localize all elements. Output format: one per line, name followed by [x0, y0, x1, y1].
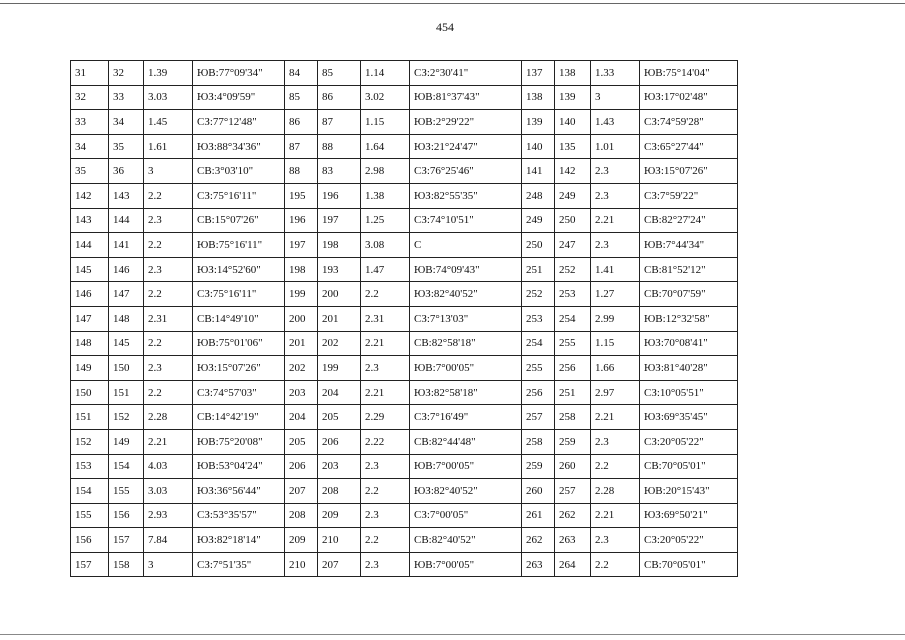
table-cell: 204: [318, 380, 361, 405]
table-cell: 203: [318, 454, 361, 479]
table-cell: 258: [522, 429, 555, 454]
table-cell: 150: [71, 380, 109, 405]
table-cell: 2.3: [144, 257, 193, 282]
table-cell: 2.3: [591, 233, 640, 258]
table-row: [71, 306, 738, 331]
table-cell: СЗ:53°35'57": [193, 503, 285, 528]
table-cell: 86: [285, 110, 318, 135]
table-cell: 205: [318, 405, 361, 430]
table-cell: 2.2: [144, 380, 193, 405]
table-row: [71, 479, 738, 504]
table-cell: 208: [318, 479, 361, 504]
table-cell: СВ:3°03'10": [193, 159, 285, 184]
table-cell: 250: [522, 233, 555, 258]
table-row: [71, 282, 738, 307]
table-cell: 196: [318, 183, 361, 208]
table-cell: 2.3: [144, 356, 193, 381]
table-cell: 139: [555, 85, 591, 110]
table-cell: 193: [318, 257, 361, 282]
table-cell: 33: [71, 110, 109, 135]
table-cell: 3.03: [144, 85, 193, 110]
table-cell: 248: [522, 183, 555, 208]
table-cell: 155: [71, 503, 109, 528]
table-cell: 209: [285, 528, 318, 553]
table-cell: 145: [109, 331, 144, 356]
table-cell: 3.08: [361, 233, 410, 258]
table-cell: 155: [109, 479, 144, 504]
table-cell: СЗ:77°12'48": [193, 110, 285, 135]
table-cell: 1.38: [361, 183, 410, 208]
table-cell: 257: [555, 479, 591, 504]
table-cell: 140: [555, 110, 591, 135]
table-cell: 2.28: [591, 479, 640, 504]
table-cell: СЗ:2°30'41": [410, 61, 522, 86]
table-cell: 149: [109, 429, 144, 454]
table-cell: 199: [318, 356, 361, 381]
table-cell: 2.3: [591, 159, 640, 184]
table-cell: СЗ:20°05'22": [640, 528, 738, 553]
table-cell: 32: [71, 85, 109, 110]
table-cell: ЮВ:20°15'43": [640, 479, 738, 504]
table-cell: 205: [285, 429, 318, 454]
table-cell: 195: [285, 183, 318, 208]
table-cell: 256: [522, 380, 555, 405]
table-cell: 251: [522, 257, 555, 282]
table-row: [71, 552, 738, 577]
table-cell: 253: [555, 282, 591, 307]
table-cell: 85: [285, 85, 318, 110]
table-cell: 2.2: [144, 183, 193, 208]
table-cell: ЮЗ:14°52'60": [193, 257, 285, 282]
table-cell: 197: [285, 233, 318, 258]
table-cell: 2.3: [144, 208, 193, 233]
table-cell: СЗ:20°05'22": [640, 429, 738, 454]
table-row: [71, 429, 738, 454]
table-cell: 152: [71, 429, 109, 454]
table-cell: ЮЗ:15°07'26": [640, 159, 738, 184]
bottom-scan-line: [0, 634, 905, 635]
table-cell: ЮЗ:4°09'59": [193, 85, 285, 110]
table-cell: 255: [522, 356, 555, 381]
table-cell: 3: [144, 552, 193, 577]
table-cell: 199: [285, 282, 318, 307]
table-cell: 153: [71, 454, 109, 479]
table-cell: 2.31: [144, 306, 193, 331]
table-cell: 138: [522, 85, 555, 110]
table-cell: ЮВ:74°09'43": [410, 257, 522, 282]
table-cell: 201: [318, 306, 361, 331]
table-cell: 157: [109, 528, 144, 553]
table-cell: 1.45: [144, 110, 193, 135]
table-cell: СВ:14°49'10": [193, 306, 285, 331]
table-cell: 3: [144, 159, 193, 184]
table-cell: ЮЗ:70°08'41": [640, 331, 738, 356]
table-cell: 145: [71, 257, 109, 282]
table-cell: 257: [522, 405, 555, 430]
table-cell: 254: [522, 331, 555, 356]
table-cell: 3.03: [144, 479, 193, 504]
table-cell: СВ:82°40'52": [410, 528, 522, 553]
table-cell: ЮЗ:82°58'18": [410, 380, 522, 405]
table-cell: 261: [522, 503, 555, 528]
table-row: [71, 380, 738, 405]
table-cell: ЮЗ:81°40'28": [640, 356, 738, 381]
table-cell: ЮЗ:21°24'47": [410, 134, 522, 159]
table-cell: ЮЗ:69°35'45": [640, 405, 738, 430]
table-row: [71, 61, 738, 86]
survey-bearing-table: [70, 60, 738, 577]
table-row: [71, 183, 738, 208]
table-body: [71, 61, 738, 577]
table-row: [71, 134, 738, 159]
table-cell: 2.2: [361, 528, 410, 553]
table-cell: 3: [591, 85, 640, 110]
table-cell: 2.22: [361, 429, 410, 454]
table-cell: 150: [109, 356, 144, 381]
table-cell: С: [410, 233, 522, 258]
table-cell: 206: [318, 429, 361, 454]
table-cell: 1.61: [144, 134, 193, 159]
table-cell: ЮЗ:36°56'44": [193, 479, 285, 504]
table-cell: 154: [71, 479, 109, 504]
table-cell: 141: [109, 233, 144, 258]
table-cell: 2.98: [361, 159, 410, 184]
table-row: [71, 405, 738, 430]
table-cell: 2.28: [144, 405, 193, 430]
table-cell: ЮВ:7°00'05": [410, 356, 522, 381]
table-cell: 2.2: [361, 282, 410, 307]
table-cell: 142: [555, 159, 591, 184]
table-cell: СЗ:74°10'51": [410, 208, 522, 233]
table-cell: 146: [71, 282, 109, 307]
table-cell: 142: [71, 183, 109, 208]
table-cell: 33: [109, 85, 144, 110]
table-cell: 198: [318, 233, 361, 258]
table-cell: 2.2: [144, 282, 193, 307]
table-cell: 253: [522, 306, 555, 331]
table-cell: 2.21: [361, 331, 410, 356]
table-cell: СВ:81°52'12": [640, 257, 738, 282]
table-cell: 201: [285, 331, 318, 356]
table-cell: 143: [71, 208, 109, 233]
table-cell: 210: [318, 528, 361, 553]
table-cell: 1.66: [591, 356, 640, 381]
table-cell: 254: [555, 306, 591, 331]
table-cell: 2.2: [591, 552, 640, 577]
table-cell: 250: [555, 208, 591, 233]
table-cell: СЗ:7°13'03": [410, 306, 522, 331]
table-cell: СЗ:65°27'44": [640, 134, 738, 159]
table-cell: 263: [555, 528, 591, 553]
table-row: [71, 159, 738, 184]
table-cell: ЮВ:7°00'05": [410, 552, 522, 577]
table-row: [71, 528, 738, 553]
table-cell: ЮЗ:82°55'35": [410, 183, 522, 208]
table-cell: 207: [285, 479, 318, 504]
table-cell: 260: [555, 454, 591, 479]
table-cell: СЗ:75°16'11": [193, 183, 285, 208]
table-cell: 264: [555, 552, 591, 577]
table-cell: 1.41: [591, 257, 640, 282]
table-cell: СЗ:7°59'22": [640, 183, 738, 208]
table-cell: 31: [71, 61, 109, 86]
table-cell: ЮВ:7°00'05": [410, 454, 522, 479]
table-cell: 158: [109, 552, 144, 577]
table-row: [71, 85, 738, 110]
table-cell: 36: [109, 159, 144, 184]
table-cell: ЮВ:75°14'04": [640, 61, 738, 86]
table-cell: 1.27: [591, 282, 640, 307]
table-cell: ЮЗ:82°18'14": [193, 528, 285, 553]
table-cell: 258: [555, 405, 591, 430]
table-cell: 202: [318, 331, 361, 356]
table-cell: 249: [555, 183, 591, 208]
table-cell: СВ:70°05'01": [640, 454, 738, 479]
table-cell: 151: [71, 405, 109, 430]
table-cell: СВ:14°42'19": [193, 405, 285, 430]
table-cell: 208: [285, 503, 318, 528]
table-cell: СВ:82°44'48": [410, 429, 522, 454]
table-cell: 138: [555, 61, 591, 86]
table-cell: 1.64: [361, 134, 410, 159]
table-cell: 2.3: [361, 503, 410, 528]
table-cell: 200: [285, 306, 318, 331]
table-cell: 2.3: [361, 454, 410, 479]
table-cell: 135: [555, 134, 591, 159]
table-row: [71, 503, 738, 528]
table-cell: 4.03: [144, 454, 193, 479]
table-cell: 156: [71, 528, 109, 553]
table-cell: 152: [109, 405, 144, 430]
table-cell: 147: [109, 282, 144, 307]
table-cell: ЮВ:7°44'34": [640, 233, 738, 258]
table-cell: 34: [71, 134, 109, 159]
table-cell: 1.15: [361, 110, 410, 135]
top-scan-line: [0, 3, 905, 4]
table-cell: ЮЗ:17°02'48": [640, 85, 738, 110]
table-cell: 148: [71, 331, 109, 356]
table-cell: 2.2: [144, 331, 193, 356]
table-cell: 3.02: [361, 85, 410, 110]
table-cell: 147: [71, 306, 109, 331]
table-cell: ЮЗ:82°40'52": [410, 282, 522, 307]
table-cell: 151: [109, 380, 144, 405]
table-cell: 255: [555, 331, 591, 356]
table-cell: ЮЗ:82°40'52": [410, 479, 522, 504]
table-cell: 203: [285, 380, 318, 405]
table-cell: ЮВ:12°32'58": [640, 306, 738, 331]
table-cell: 35: [71, 159, 109, 184]
table-cell: 2.3: [361, 552, 410, 577]
table-cell: СЗ:74°59'28": [640, 110, 738, 135]
table-cell: 1.43: [591, 110, 640, 135]
table-cell: 1.25: [361, 208, 410, 233]
page-number: 454: [436, 20, 454, 34]
table-row: [71, 331, 738, 356]
table-cell: 139: [522, 110, 555, 135]
table-cell: 206: [285, 454, 318, 479]
table-row: [71, 257, 738, 282]
table-cell: СВ:70°07'59": [640, 282, 738, 307]
table-cell: СВ:70°05'01": [640, 552, 738, 577]
table-cell: 88: [318, 134, 361, 159]
table-cell: 249: [522, 208, 555, 233]
table-cell: 2.31: [361, 306, 410, 331]
table-cell: 197: [318, 208, 361, 233]
table-cell: 198: [285, 257, 318, 282]
table-cell: 148: [109, 306, 144, 331]
table-cell: 209: [318, 503, 361, 528]
table-cell: 156: [109, 503, 144, 528]
table-cell: 1.39: [144, 61, 193, 86]
table-cell: 256: [555, 356, 591, 381]
table-cell: 262: [522, 528, 555, 553]
table-cell: 204: [285, 405, 318, 430]
table-cell: 263: [522, 552, 555, 577]
table-cell: 251: [555, 380, 591, 405]
table-cell: СЗ:7°16'49": [410, 405, 522, 430]
table-cell: 252: [522, 282, 555, 307]
table-cell: ЮВ:77°09'34": [193, 61, 285, 86]
table-cell: 2.3: [361, 356, 410, 381]
table-cell: 85: [318, 61, 361, 86]
table-cell: 146: [109, 257, 144, 282]
table-cell: 88: [285, 159, 318, 184]
table-cell: СЗ:7°00'05": [410, 503, 522, 528]
table-cell: ЮВ:75°16'11": [193, 233, 285, 258]
table-cell: 1.15: [591, 331, 640, 356]
table-cell: 2.21: [591, 405, 640, 430]
table-cell: 247: [555, 233, 591, 258]
table-cell: 2.3: [591, 528, 640, 553]
table-row: [71, 233, 738, 258]
table-cell: 196: [285, 208, 318, 233]
table-cell: ЮВ:75°01'06": [193, 331, 285, 356]
table-cell: ЮВ:81°37'43": [410, 85, 522, 110]
table-cell: 1.33: [591, 61, 640, 86]
table-cell: 260: [522, 479, 555, 504]
table-row: [71, 356, 738, 381]
table-cell: СВ:82°27'24": [640, 208, 738, 233]
table-cell: 1.01: [591, 134, 640, 159]
table-cell: СВ:15°07'26": [193, 208, 285, 233]
table-cell: 157: [71, 552, 109, 577]
table-cell: 1.47: [361, 257, 410, 282]
table-cell: 259: [555, 429, 591, 454]
table-cell: 200: [318, 282, 361, 307]
table-cell: 84: [285, 61, 318, 86]
table-cell: 137: [522, 61, 555, 86]
table-cell: 262: [555, 503, 591, 528]
table-cell: 2.29: [361, 405, 410, 430]
table-cell: 149: [71, 356, 109, 381]
table-cell: СЗ:10°05'51": [640, 380, 738, 405]
table-cell: ЮВ:75°20'08": [193, 429, 285, 454]
table-cell: СЗ:74°57'03": [193, 380, 285, 405]
table-cell: 2.21: [591, 503, 640, 528]
table-cell: 35: [109, 134, 144, 159]
table-cell: ЮЗ:88°34'36": [193, 134, 285, 159]
table-cell: 144: [71, 233, 109, 258]
table-cell: 34: [109, 110, 144, 135]
table-cell: 144: [109, 208, 144, 233]
table-cell: 7.84: [144, 528, 193, 553]
table-cell: 2.99: [591, 306, 640, 331]
table-cell: СЗ:76°25'46": [410, 159, 522, 184]
table-cell: 83: [318, 159, 361, 184]
table-cell: 1.14: [361, 61, 410, 86]
table-cell: 2.2: [361, 479, 410, 504]
table-row: [71, 110, 738, 135]
table-cell: 2.21: [591, 208, 640, 233]
table-cell: 86: [318, 85, 361, 110]
table-cell: 207: [318, 552, 361, 577]
table-row: [71, 454, 738, 479]
table-cell: 2.2: [591, 454, 640, 479]
table-cell: 141: [522, 159, 555, 184]
table-cell: 2.93: [144, 503, 193, 528]
table-cell: 2.21: [144, 429, 193, 454]
table-cell: ЮЗ:69°50'21": [640, 503, 738, 528]
table-cell: 32: [109, 61, 144, 86]
table-cell: 143: [109, 183, 144, 208]
table-cell: 252: [555, 257, 591, 282]
table-cell: 2.2: [144, 233, 193, 258]
table-cell: 87: [318, 110, 361, 135]
table-cell: 87: [285, 134, 318, 159]
table-cell: 202: [285, 356, 318, 381]
table-cell: 154: [109, 454, 144, 479]
table-cell: СВ:82°58'18": [410, 331, 522, 356]
table-cell: ЮВ:2°29'22": [410, 110, 522, 135]
table-cell: 259: [522, 454, 555, 479]
table-cell: 210: [285, 552, 318, 577]
table-cell: 2.21: [361, 380, 410, 405]
table-cell: ЮВ:53°04'24": [193, 454, 285, 479]
table-row: [71, 208, 738, 233]
table-cell: 2.3: [591, 429, 640, 454]
table-cell: СЗ:75°16'11": [193, 282, 285, 307]
table-cell: 2.3: [591, 183, 640, 208]
table-cell: ЮЗ:15°07'26": [193, 356, 285, 381]
table-cell: 140: [522, 134, 555, 159]
table-cell: 2.97: [591, 380, 640, 405]
table-cell: СЗ:7°51'35": [193, 552, 285, 577]
